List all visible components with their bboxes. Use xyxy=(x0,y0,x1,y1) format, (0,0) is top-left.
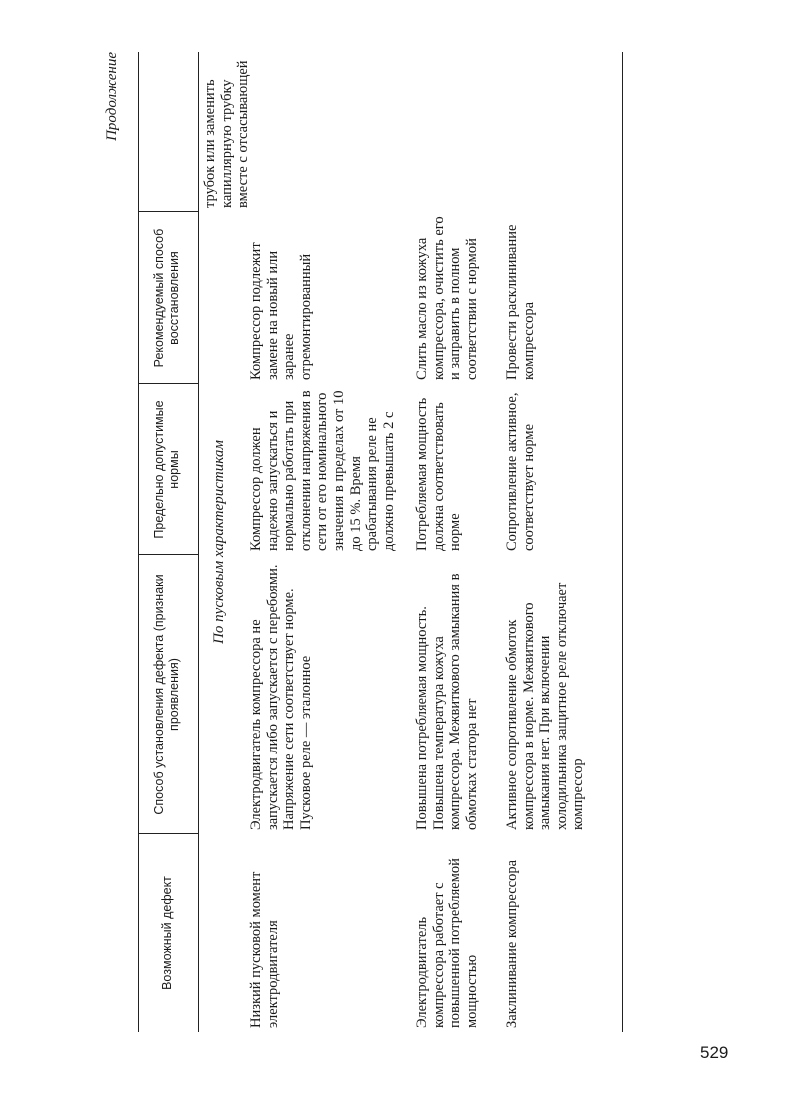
page-number: 529 xyxy=(700,1043,729,1062)
row2-detection: Повышена потребляемая мощность. Повышена температура кожуха компрессора. Межвиткового замыкания в обмотках статора нет xyxy=(414,573,480,830)
header-rule xyxy=(198,52,199,1032)
row1-defect: Низкий пусковой момент электродвигателя xyxy=(248,871,281,1028)
row1-detection: Электродвигатель компрессора не запускается либо запускается с перебоями. Напряжение сети соответствует норме. Пусковое реле — эталонное xyxy=(248,564,314,830)
row3-norms: Сопротивление активное, соответствует норме xyxy=(504,392,537,551)
carryover-recovery: трубок или заменить капиллярную трубку вместе с отсасывающей xyxy=(202,60,252,208)
table-top-rule xyxy=(138,52,139,1032)
continuation-label: Продолжение xyxy=(104,52,120,141)
header-detection: Способ установления дефекта (признаки проявления) xyxy=(152,574,181,815)
row2-recovery: Слить масло из кожуха компрессора, очистить его и заправить в полном соответствии с нормой xyxy=(414,216,480,380)
table-bottom-rule xyxy=(622,52,623,1032)
row1-recovery: Компрессор подлежит замене на новый или заранее отремонтированный xyxy=(248,242,314,380)
rotated-table-page xyxy=(104,52,634,1032)
row2-defect: Электродвигатель компрессора работает с повышенной потребляемой мощностью xyxy=(414,858,480,1028)
header-recovery: Рекомендуемый способ восстановления xyxy=(152,228,181,368)
row2-norms: Потребляемая мощность должна соответствовать норме xyxy=(414,397,464,551)
row1-norms: Компрессор должен надежно запускаться и нормально работать при отклонении напряжения в сети от его номинального значения в пределах от 10 до 15 %. Время срабатывания реле не должно превышать 2 с xyxy=(248,390,397,551)
section-title: По пусковым характеристикам xyxy=(211,440,227,644)
row3-defect: Заклинивание компрессора xyxy=(504,859,520,1028)
row3-recovery: Провести расклинивание компрессора xyxy=(504,224,537,380)
defects-table xyxy=(138,52,623,1032)
row3-detection: Активное сопротивление обмоток компрессора в норме. Межвиткового замыкания нет. При включении холодильника защитное реле отключает компрессор xyxy=(504,582,587,830)
header-norms: Предельно допустимые нормы xyxy=(152,400,181,539)
header-defect: Возможный дефект xyxy=(159,876,174,990)
